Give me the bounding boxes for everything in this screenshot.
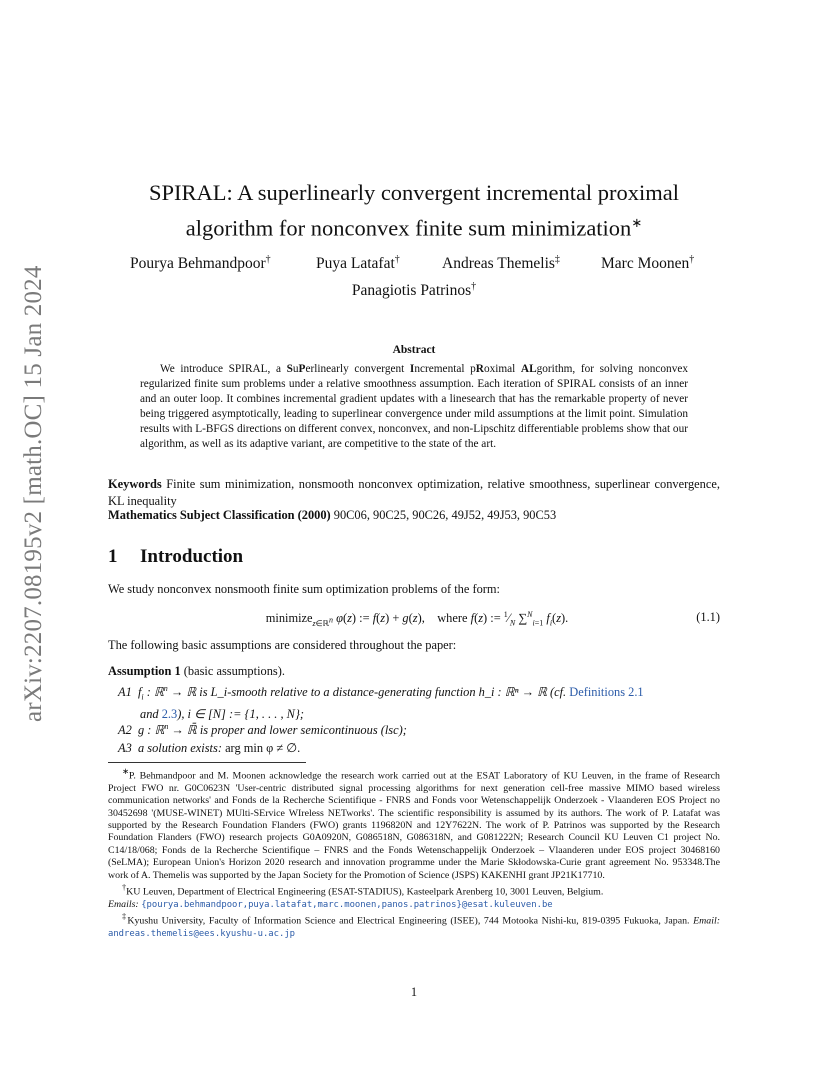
footnote-1: ∗P. Behmandpoor and M. Moonen acknowledge the research work carried out at the ESAT Laboratory of KU Leuven, in the frame of Research Project FWO nr. G0C0623N 'User-centric distributed signal processing algorithms for next generation cell-free massive MIMO based wireless communication networks' and Fonds de la Recherche Scientifique - FNRS and Fonds voor Wetenschappelijk Onderzoek - Vlaanderen EOS Project no 30452698 '(MUSE-WINET) MUlti-SErvice WIreless NETworks'. The scientific responsibility is assumed by its authors. The work of P. Latafat was supported by the Research Foundation Flanders (FWO) grants 1196820N and 12Y7622N. The work of P. Patrinos was supported by the Research Foundation Flanders (FWO) research projects G0A0920N, G086518N, G086318N, and G081222N; Research Council KU Leuven C1 project No. C14/18/068; Fonds de la Recherche Scientifique – FNRS and the Fonds Wetenschappelijk Onderzoek – Vlaanderen under EOS project 30468160 (SeLMA); European Union's Horizon 2020 research and innovation programme under the Marie Skłodowska-Curie grant agreement No. 953348.The work of A. Themelis was supported by the Japan Society for the Promotion of Science (JSPS) KAKENHI grant JP21K17710. [108,767,720,881]
themelis-email-link[interactable]: andreas.themelis@ees.kyushu-u.ac.jp [108,928,296,939]
footnote-rule [108,762,306,763]
abstract-text: We introduce SPIRAL, a SuPerlinearly convergent Incremental pRoximal ALgorithm, for solving nonconvex regularized finite sum problems under a relative smoothness assumption. Each iteration of SPIRAL consists of an inner and an outer loop. It combines incremental gradient updates with a linesearch that has the remarkable property of never being triggered asymptotically, leading to superlinear convergence under mild assumptions at the limit point. Simulation results with L-BFGS directions on different convex, nonconvex, and non-Lipschitz differentiable problems show that our algorithm, as well as its adaptive variant, are competitive to the state of the art. [140,363,689,450]
assumption-a2: A2 g : ℝ$^n$ → ℝ̄ is proper and lower semicontinuous (lsc); [118,722,407,738]
keywords-text: Finite sum minimization, nonsmooth nonconvex optimization, relative smoothness, superlinear convergence, KL inequality [108,477,720,508]
definitions-link[interactable]: Definitions 2.1 [569,685,644,700]
intro-paragraph: We study nonconvex nonsmooth finite sum optimization problems of the form: [108,582,501,596]
assumption-a1: A1 $f_i$ : ℝ$^n$ → ℝ is L_i-smooth relative to a distance-generating function h_i : ℝⁿ → ℝ (cf. Definitions 2.1 and 2.3), i ∈ [N] := {1, . . . , N}; [118,684,644,721]
footnote-3: ‡Kyushu University, Faculty of Information Science and Electrical Engineering (ISEE), 744 Motooka Nishi-ku, 819-0395 Fukuoka, Japan. Email: andreas.themelis@ees.kyushu-u.ac.jp [108,912,721,939]
assumption-label: Assumption 1 [108,664,181,678]
author: Panagiotis Patrinos† [351,281,477,300]
equation-tag: (1.1) [696,610,720,624]
author: Marc Moonen† [601,254,695,273]
assumption-a3: A3 a solution exists: arg min φ ≠ ∅. [118,741,301,755]
section-number: 1 [108,546,118,567]
msc-codes: 90C06, 90C25, 90C26, 49J52, 49J53, 90C53 [333,508,557,522]
author: Andreas Themelis‡ [442,254,560,273]
equation-1-1 [108,610,720,630]
keywords-label: Keywords [108,477,162,491]
footnote-2: †KU Leuven, Department of Electrical Engineering (ESAT-STADIUS), Kasteelpark Arenberg 10, 3001 Leuven, Belgium. Emails: {pourya.behmandpoor,puya.latafat,marc.moonen,panos.patrinos}@esat.kuleuven.be [108,882,604,910]
keywords [108,476,720,510]
title-line-2: algorithm for nonconvex finite sum minimization [185,215,632,241]
msc-classification [108,508,720,523]
title-footnote-mark: ∗ [631,215,643,230]
arxiv-identifier-stamp: arXiv:2207.08195v2 [math.OC] 15 Jan 2024 [20,265,47,722]
msc-label: Mathematics Subject Classification (2000) [108,508,331,522]
definition-2-3-link[interactable]: 2.3 [161,706,178,721]
assumptions-intro: The following basic assumptions are considered throughout the paper: [108,638,457,652]
equation-body: minimize$_{z\in ℝ^n}$ φ(z) := f(z) + g(z), where f(z) := $^1⁄_N$ ∑$^N_{i=1}$ $f_i(z)$. [265,610,569,628]
abstract-heading: Abstract [392,344,436,356]
author: Puya Latafat† [316,254,400,273]
author-emails-link[interactable]: {pourya.behmandpoor,puya.latafat,marc.moonen,panos.patrinos}@esat.kuleuven.be [141,899,553,910]
section-title: Introduction [140,546,244,567]
assumption-desc: (basic assumptions). [183,664,285,678]
footnotes [108,766,720,940]
page-number: 1 [410,985,418,999]
assumption-heading [108,664,720,679]
author: Pourya Behmandpoor† [130,254,271,273]
equation-where: where [437,611,468,626]
paper-title [108,178,720,244]
title-line-1: SPIRAL: A superlinearly convergent incremental proximal [148,180,680,205]
section-heading [108,546,243,568]
